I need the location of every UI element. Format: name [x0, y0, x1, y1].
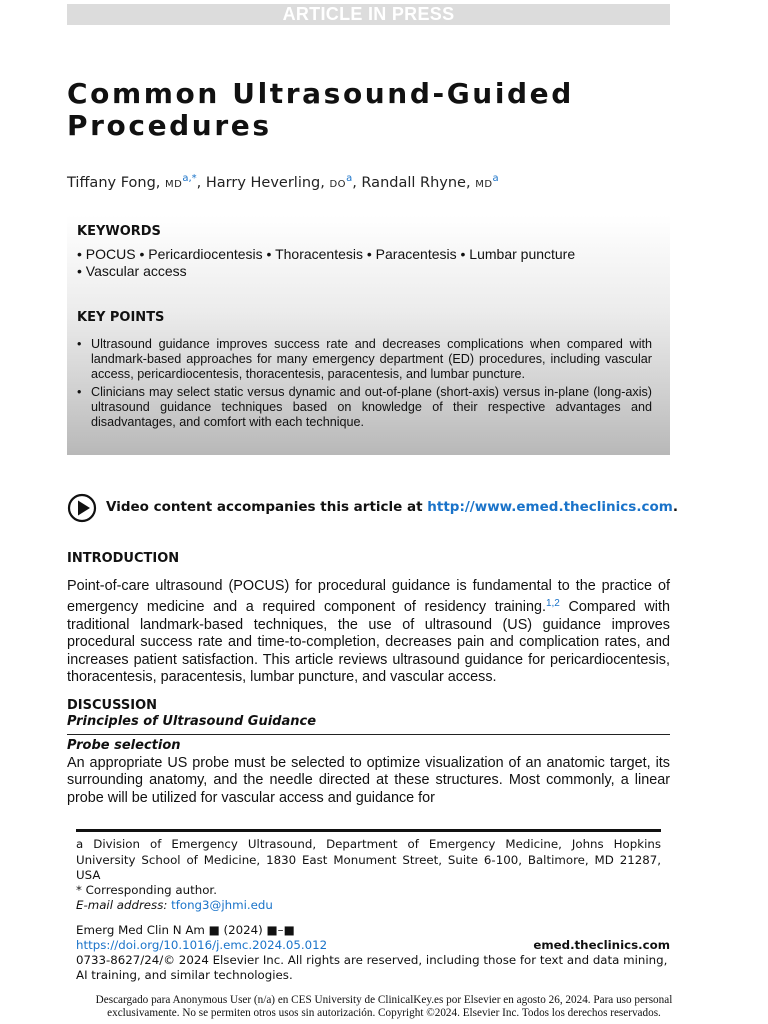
- introduction-paragraph: [67, 578, 670, 686]
- download-notice-line-1: Descargado para Anonymous User (n/a) en CES University de ClinicalKey.es por Elsevier en agosto 26, 2024. Para uso personal: [95, 994, 673, 1006]
- article-in-press-banner: ARTICLE IN PRESS: [67, 4, 670, 25]
- author-3-degree: MD: [475, 179, 493, 190]
- author-3-name: , Randall Rhyne,: [352, 175, 476, 191]
- keywords-line-2: • Vascular access: [77, 263, 187, 279]
- affiliation-footnote: a Division of Emergency Ultrasound, Department of Emergency Medicine, Johns Hopkins University School of Medicine, 1830 East Monument Street, Suite 6-100, Baltimore, MD 21287, USA: [76, 837, 661, 882]
- author-1-affiliation-link[interactable]: a,*: [182, 173, 197, 184]
- author-2-name: , Harry Heverling,: [196, 175, 330, 191]
- journal-site[interactable]: emed.theclinics.com: [533, 938, 670, 952]
- introduction-text-a: Point-of-care ultrasound (POCUS) for procedural guidance is fundamental to the practice of emergency medicine and a required component of residency training.: [67, 578, 670, 616]
- download-notice-line-2: exclusivamente. No se permiten otros usos sin autorización. Copyright ©2024. Elsevier Inc. Todos los derechos reservados.: [107, 1006, 661, 1019]
- title-line-2: Procedures: [67, 109, 272, 142]
- corresponding-author-note: * Corresponding author.: [76, 883, 217, 897]
- download-notice: [20, 994, 748, 1019]
- author-2-affiliation-link[interactable]: a: [346, 173, 353, 184]
- introduction-text-b: Compared with traditional landmark-based techniques, the use of ultrasound (US) guidance improves procedural success rate and time-to-completion, decreases pain and complication rates, and increases patient satisfaction. This article reviews ultrasound guidance for pericardiocentesis, thoracentesis, paracentesis, lumbar puncture, and vascular access.: [67, 599, 670, 686]
- video-notice-period: .: [672, 499, 678, 515]
- video-notice-text: Video content accompanies this article at: [106, 499, 428, 515]
- author-1-degree: MD: [165, 179, 183, 190]
- footnote-divider: [76, 829, 661, 832]
- journal-citation: Emerg Med Clin N Am ■ (2024) ■–■: [76, 923, 295, 937]
- probe-selection-paragraph: An appropriate US probe must be selected to optimize visualization of an anatomic target, its surrounding anatomy, and the needle directed at these structures. Most commonly, a linear probe will be utilized for vascular access and guidance for: [67, 755, 670, 806]
- rights-line-2: AI training, and similar technologies.: [76, 968, 293, 982]
- video-notice: [67, 493, 687, 523]
- author-2-degree: DO: [329, 179, 347, 190]
- author-1-name: Tiffany Fong,: [67, 175, 166, 191]
- principles-subheading: Principles of Ultrasound Guidance: [67, 714, 317, 729]
- title-line-1: Common Ultrasound-Guided: [67, 77, 574, 110]
- key-point-item: • Clinicians may select static versus dynamic and out-of-plane (short-axis) versus in-plane (long-axis) ultrasound guidance techniques based on knowledge of their respective advantages and disadvantages, and comfort with each technique.: [77, 385, 652, 430]
- keywords-heading: KEYWORDS: [77, 224, 161, 239]
- email-label: E-mail address:: [76, 898, 172, 912]
- doi-link[interactable]: https://doi.org/10.1016/j.emc.2024.05.012: [76, 938, 328, 952]
- author-3-affiliation-link[interactable]: a: [492, 173, 499, 184]
- discussion-heading: DISCUSSION: [67, 698, 157, 713]
- keywords-line-1: • POCUS • Pericardiocentesis • Thoracentesis • Paracentesis • Lumbar puncture: [77, 246, 576, 262]
- rights-line-1: 0733-8627/24/© 2024 Elsevier Inc. All rights are reserved, including those for text and data mining,: [76, 953, 668, 967]
- probe-selection-subheading: Probe selection: [67, 738, 181, 753]
- article-title: [67, 78, 687, 142]
- key-points-heading: KEY POINTS: [77, 310, 165, 325]
- video-play-icon: [67, 493, 97, 523]
- section-divider: [67, 734, 670, 735]
- video-link[interactable]: http://www.emed.theclinics.com: [427, 499, 673, 515]
- email-line: [76, 898, 661, 914]
- key-point-item: • Ultrasound guidance improves success rate and decreases complications when compared with landmark-based approaches for many emergency department (ED) procedures, including vascular access, pericardiocentesis, thoracentesis, paracentesis, and lumbar puncture.: [77, 337, 652, 382]
- keywords-keypoints-box: [67, 215, 670, 455]
- email-link[interactable]: tfong3@jhmi.edu: [171, 898, 273, 912]
- reference-link[interactable]: 1,2: [545, 598, 560, 610]
- author-list: [67, 173, 499, 191]
- introduction-heading: INTRODUCTION: [67, 551, 180, 566]
